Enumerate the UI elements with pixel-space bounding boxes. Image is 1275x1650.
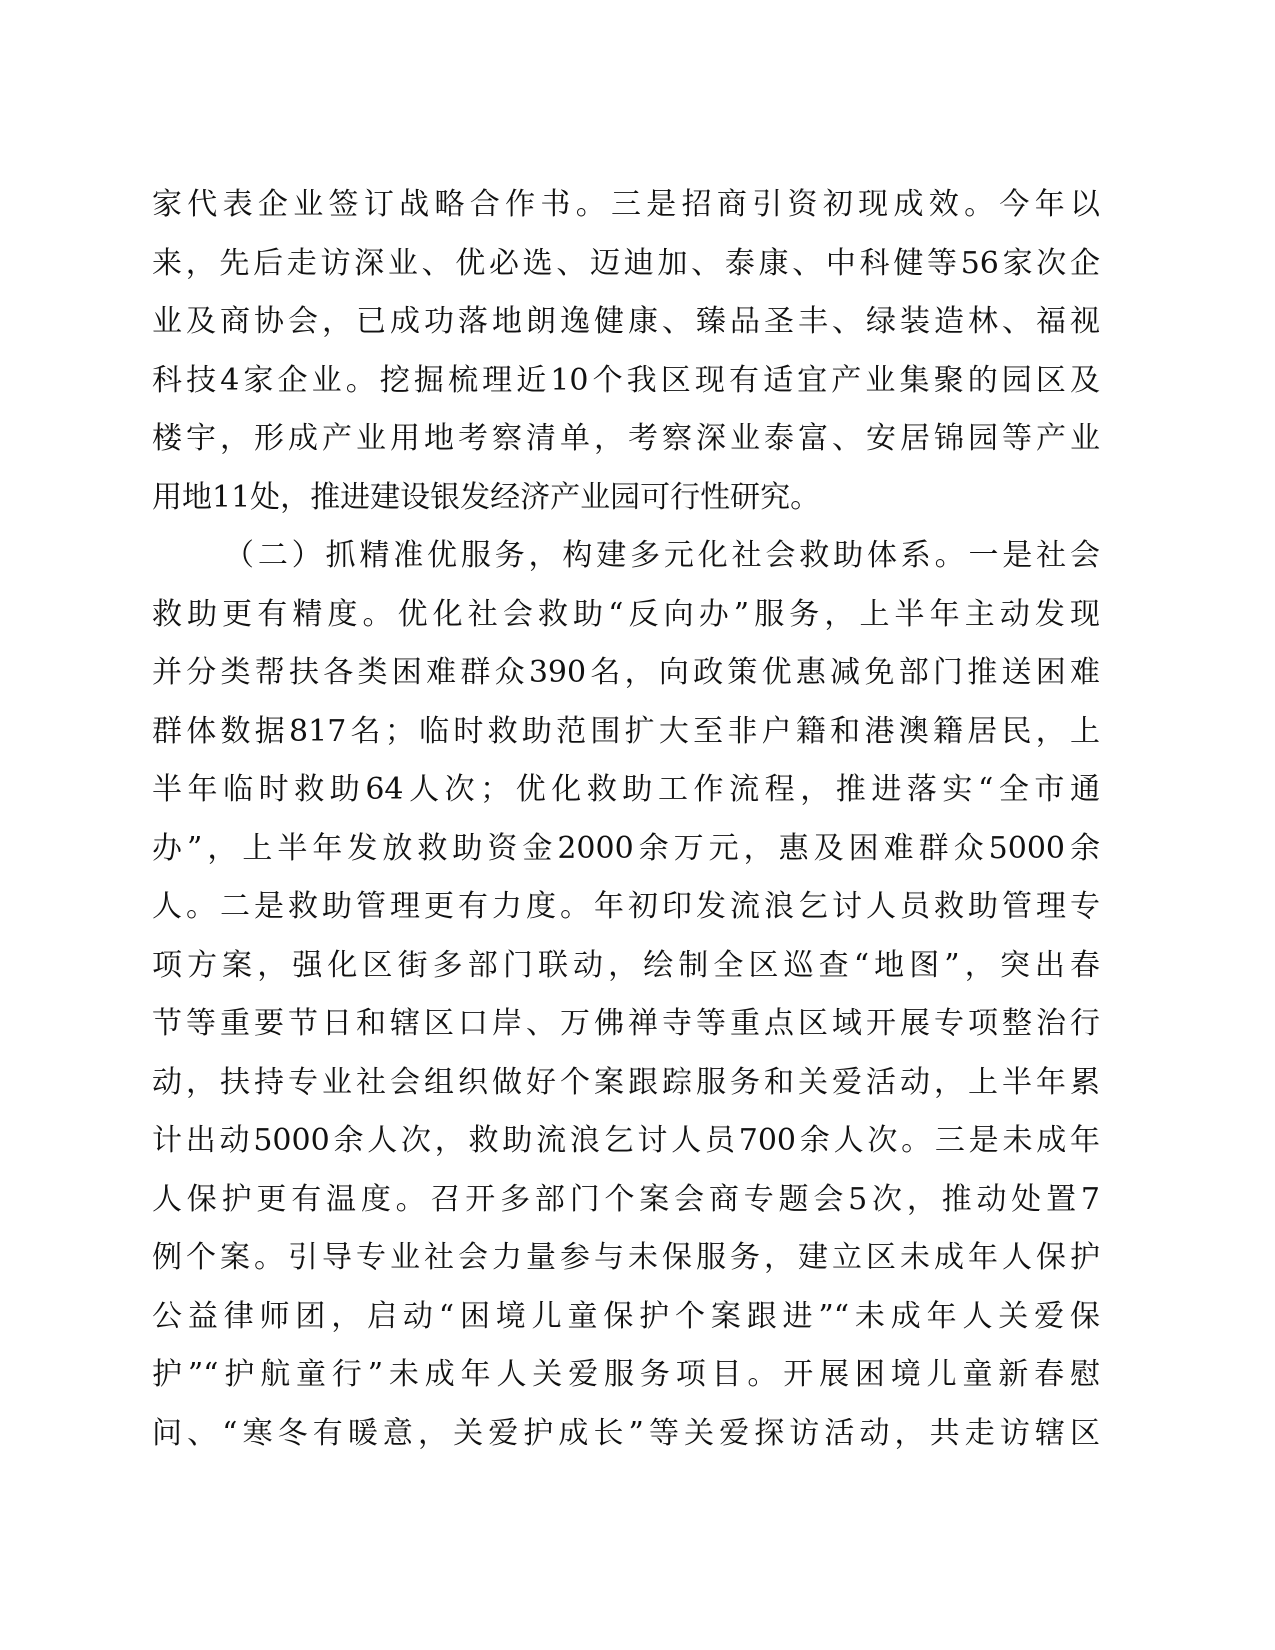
- text-line: 楼宇，形成产业用地考察清单，考察深业泰富、安居锦园等产业: [152, 421, 1100, 456]
- text-line: 科技4家企业。挖掘梳理近10个我区现有适宜产业集聚的园区及: [152, 362, 1100, 398]
- text-line: 救助更有精度。优化社会救助“反向办”服务，上半年主动发现: [152, 596, 1100, 632]
- text-line: 动，扶持专业社会组织做好个案跟踪服务和关爱活动，上半年累: [152, 1064, 1100, 1100]
- text-line: 家代表企业签订战略合作书。三是招商引资初现成效。今年以: [152, 187, 1100, 222]
- text-line: 节等重要节日和辖区口岸、万佛禅寺等重点区域开展专项整治行: [152, 1006, 1100, 1041]
- text-line: 用地11处，推进建设银发经济产业园可行性研究。: [152, 479, 821, 515]
- body-text: [152, 176, 1100, 1463]
- text-line: 项方案，强化区街多部门联动，绘制全区巡查“地图”，突出春: [152, 947, 1100, 983]
- text-line: 计出动5000余人次，救助流浪乞讨人员700余人次。三是未成年: [152, 1123, 1100, 1158]
- text-line: 问、“寒冬有暖意，关爱护成长”等关爱探访活动，共走访辖区: [152, 1415, 1100, 1451]
- text-line: 人。二是救助管理更有力度。年初印发流浪乞讨人员救助管理专: [152, 889, 1100, 924]
- text-line: 半年临时救助64人次；优化救助工作流程，推进落实“全市通: [152, 772, 1100, 807]
- text-line: 例个案。引导专业社会力量参与未保服务，建立区未成年人保护: [152, 1240, 1100, 1275]
- text-line: 人保护更有温度。召开多部门个案会商专题会5次，推动处置7: [152, 1181, 1100, 1217]
- text-line: 群体数据817名；临时救助范围扩大至非户籍和港澳籍居民，上: [152, 713, 1100, 749]
- text-line: 公益律师团，启动“困境儿童保护个案跟进”“未成年人关爱保: [152, 1298, 1100, 1334]
- text-line: 来，先后走访深业、优必选、迈迪加、泰康、中科健等56家次企: [152, 245, 1100, 281]
- section-heading-line: （二）抓精准优服务，构建多元化社会救助体系。一是社会: [224, 538, 1100, 573]
- text-line: 护”“护航童行”未成年人关爱服务项目。开展困境儿童新春慰: [152, 1357, 1100, 1392]
- text-line: 并分类帮扶各类困难群众390名，向政策优惠减免部门推送困难: [152, 655, 1100, 690]
- text-line: 业及商协会，已成功落地朗逸健康、臻品圣丰、绿装造林、福视: [152, 304, 1100, 339]
- text-line: 办”，上半年发放救助资金2000余万元，惠及困难群众5000余: [152, 830, 1100, 866]
